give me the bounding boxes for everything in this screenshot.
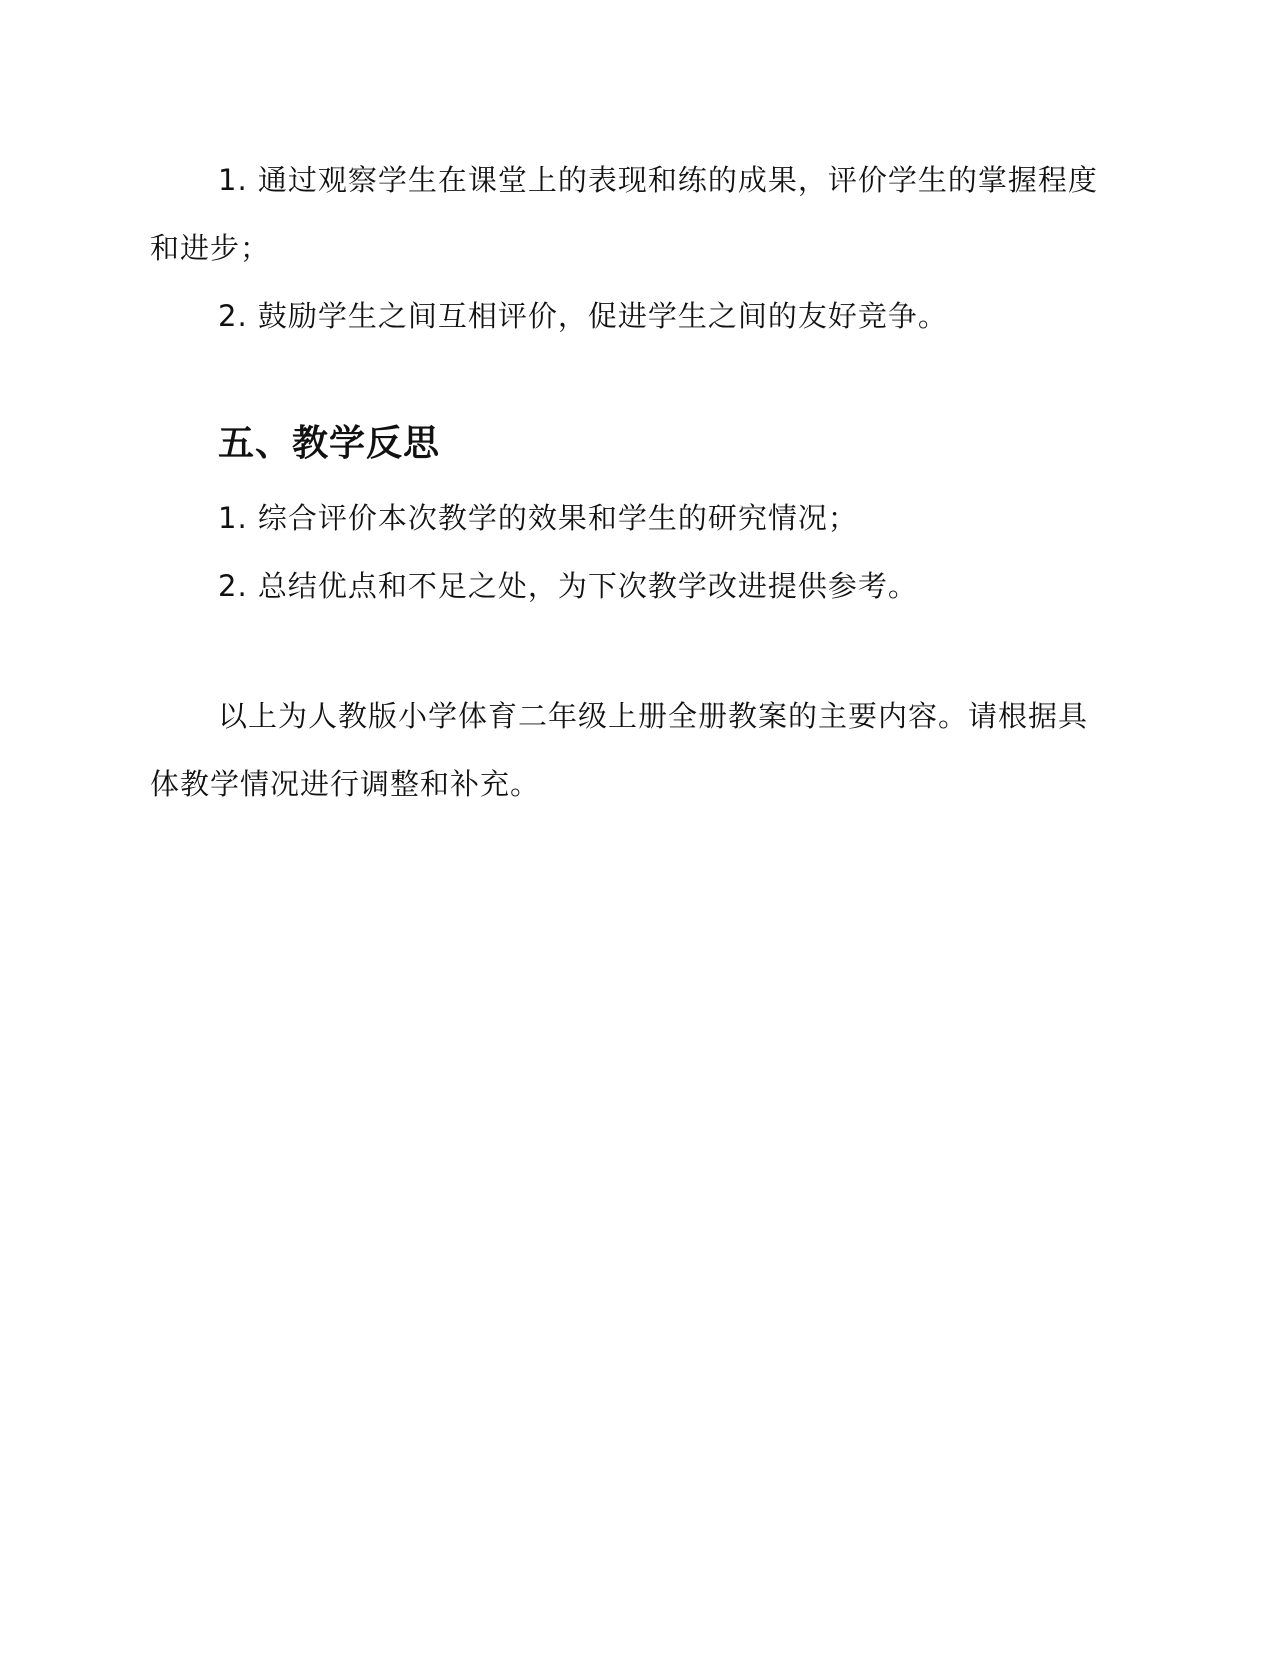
reflection-item-2: 2. 总结优点和不足之处，为下次教学改进提供参考。 (218, 569, 918, 603)
evaluation-item-1: 1. 通过观察学生在课堂上的表现和练的成果，评价学生的掌握程度和进步； (150, 163, 1098, 265)
reflection-item-1: 1. 综合评价本次教学的效果和学生的研究情况； (218, 501, 858, 535)
evaluation-item-2: 2. 鼓励学生之间互相评价，促进学生之间的友好竞争。 (218, 299, 948, 333)
section-heading-reflection: 五、教学反思 (218, 423, 441, 464)
conclusion-paragraph: 以上为人教版小学体育二年级上册全册教案的主要内容。请根据具体教学情况进行调整和补充。 (150, 699, 1089, 801)
